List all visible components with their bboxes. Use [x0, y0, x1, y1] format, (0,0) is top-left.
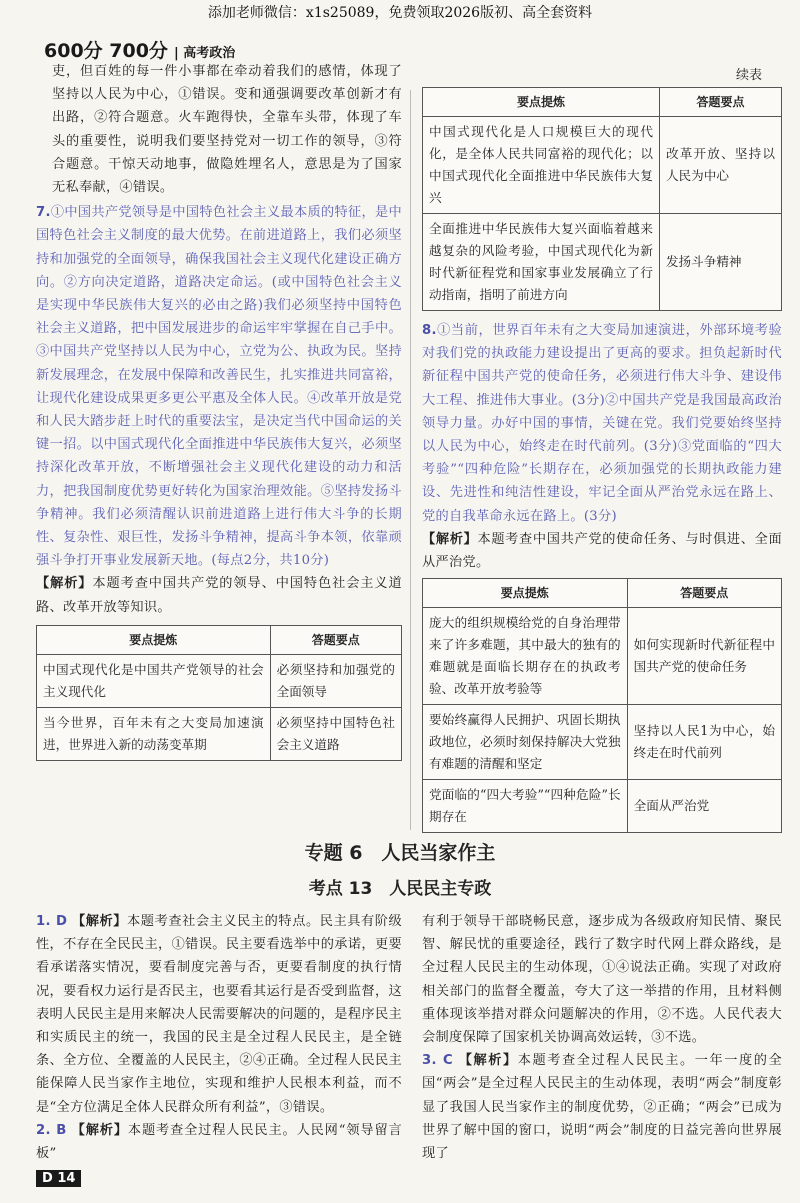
q7-answer [36, 201, 402, 572]
book-brand [44, 36, 235, 63]
table-header: 答题要点 [659, 88, 781, 117]
q8-table [422, 578, 782, 833]
table-header: 要点提炼 [423, 579, 628, 608]
table-header: 答题要点 [270, 625, 401, 654]
table-cell: 中国式现代化是人口规模巨大的现代化，是全体人民共同富裕的现代化；以中国式现代化全面推进中华民族伟大复兴 [423, 117, 660, 214]
q7-table [36, 625, 402, 761]
table-cell: 必须坚持和加强党的全面领导 [270, 654, 401, 707]
table-header-row [37, 625, 402, 654]
q8-analysis [422, 528, 782, 574]
table-cell: 发扬斗争精神 [659, 214, 781, 311]
q3-number: 3. C [422, 1053, 453, 1069]
q7-number: 7. [36, 205, 51, 221]
q8-answer [422, 319, 782, 528]
table-header-row [423, 88, 782, 117]
q2-analysis-tag: 【解析】 [71, 1122, 128, 1138]
watermark-banner: 添加老师微信：x1s25089，免费领取2026版初、高全套资料 [207, 5, 593, 21]
bottom-left-column [36, 910, 402, 1165]
q8-analysis-text: 本题考查中国共产党的使命任务、与时俱进、全面从严治党。 [422, 531, 782, 571]
table-cell: 党面临的“四大考验”“四种危险”长期存在 [423, 780, 628, 833]
table-cell: 改革开放、坚持以人民为中心 [659, 117, 781, 214]
table-row [423, 780, 782, 833]
table-row [423, 214, 782, 311]
table-header: 答题要点 [627, 579, 781, 608]
q6-answer-tail: 吏，但百姓的每一件小事都在牵动着我们的感情，体现了坚持以人民为中心，①错误。变和通强调要改革创新才有出路，②符合题意。火车跑得快，全靠车头带，体现了车头的重要性，说明我们要坚持党对一切工作的领导，③符合题意。干惊天动地事，做隐姓埋名人，意思是为了国家无私奉献，④错误。 [52, 64, 402, 196]
q1-answer [36, 910, 402, 1119]
topic-title: 专题 6 人民当家作主 [304, 842, 496, 864]
q8-analysis-tag: 【解析】 [422, 531, 478, 547]
q7-table-continued [422, 87, 782, 311]
q2-answer [36, 1119, 402, 1165]
table-row [423, 608, 782, 705]
q8-answer-text: ①当前，世界百年未有之大变局加速演进，外部环境考验对我们党的执政能力建设提出了更高的要求。担负起新时代新征程中国共产党的使命任务，必须进行伟大斗争、建设伟大工程、推进伟大事业。(3分)②中国共产党是我国最高政治领导力量。办好中国的事情，关键在党。我们党要始终坚持以人民为中心，始终走在时代前列。(3分)③党面临的“四大考验”“四种危险”长期存在，必须加强党的长期执政能力建设、先进性和纯洁性建设，牢记全面从严治党永远在路上、党的自我革命永远在路上。(3分) [422, 323, 782, 524]
table-header: 要点提炼 [423, 88, 660, 117]
table-cell: 庞大的组织规模给党的自身治理带来了许多难题，其中最大的独有的难题就是面临长期存在的执政考验、改革开放考验等 [423, 608, 628, 705]
page-number: D 14 [36, 1170, 81, 1187]
table-cell: 中国式现代化是中国共产党领导的社会主义现代化 [37, 654, 271, 707]
column-divider [410, 90, 411, 830]
q8-number: 8. [422, 323, 437, 338]
q3-answer [422, 1049, 782, 1165]
table-header: 要点提炼 [37, 625, 271, 654]
q7-analysis [36, 572, 402, 618]
table-header-row [423, 579, 782, 608]
subject-label: | 高考政治 [173, 46, 236, 61]
point-title: 考点 13 人民民主专政 [308, 879, 492, 899]
table-continued-label: 续表 [735, 68, 762, 83]
q2-number: 2. B [36, 1122, 67, 1138]
table-row [423, 705, 782, 780]
table-cell: 当今世界，百年未有之大变局加速演进，世界进入新的动荡变革期 [37, 707, 271, 760]
table-cell: 全面推进中华民族伟大复兴面临着越来越复杂的风险考验，中国式现代化为新时代新征程党和国家事业发展确立了行动指南，指明了前进方向 [423, 214, 660, 311]
bottom-right-column [422, 910, 782, 1165]
q7-analysis-text: 本题考查中国共产党的领导、中国特色社会主义道路、改革开放等知识。 [36, 576, 402, 615]
q1-analysis-text: 本题考查社会主义民主的特点。民主具有阶级性，不存在全民民主，①错误。民主要看选举中的承诺，更要看承诺落实情况，要看制度完善与否，更要看制度的执行情况，要看权力运行是否民主，也要看其运行是否受到监督，这表明人民民主是用来解决人民需要解决的问题的，是程序民主和实质民主的统一，我国的民主是全过程人民民主，是全链条、全方位、全覆盖的人民民主，②④正确。全过程人民民主能保障人民当家作主地位，实现和维护人民根本利益，而不是“全方位满足全体人民群众所有利益”，③错误。 [36, 914, 403, 1115]
table-cell: 如何实现新时代新征程中国共产党的使命任务 [627, 608, 781, 705]
table-cell: 全面从严治党 [627, 780, 781, 833]
table-cell: 要始终赢得人民拥护、巩固长期执政地位，必须时刻保持解决大党独有难题的清醒和坚定 [423, 705, 628, 780]
q3-analysis-text: 本题考查全过程人民民主。一年一度的全国“两会”是全过程人民民主的生动体现，表明“两会”制度彰显了我国人民当家作主的制度优势，②正确；“两会”已成为世界了解中国的窗口，说明“两会”制度的日益完善向世界展现了 [422, 1053, 782, 1162]
brand-logo: 600分 700分 [44, 40, 168, 62]
q7-answer-text: ①中国共产党领导是中国特色社会主义最本质的特征，是中国特色社会主义制度的最大优势。在前进道路上，我们必须坚持和加强党的全面领导，确保我国社会主义现代化建设正确方向。②方向决定道路，道路决定命运。(或中国特色社会主义是实现中华民族伟大复兴的必由之路)我们必须坚持中国特色社会主义道路，把中国发展进步的命运牢牢掌握在自己手中。③中国共产党坚持以人民为中心，立党为公、执政为民。坚持新发展理念，在发展中保障和改善民生，扎实推进共同富裕，让现代化建设成果更多更公平惠及全体人民。④改革开放是党和人民大踏步赶上时代的重要法宝，是决定当代中国命运的关键一招。以中国式现代化全面推进中华民族伟大复兴，必须坚持深化改革开放，不断增强社会主义现代化建设的动力和活力，把我国制度优势更好转化为国家治理效能。⑤坚持发扬斗争精神。我们必须清醒认识前进道路上进行伟大斗争的长期性、复杂性、艰巨性，发扬斗争精神，提高斗争本领，依靠顽强斗争打开事业发展新天地。(每点2分，共10分) [36, 205, 402, 569]
right-column [422, 60, 782, 833]
q2-answer-continued: 有利于领导干部晓畅民意，逐步成为各级政府知民情、聚民智、解民忧的重要途径，践行了数字时代网上群众路线，是全过程人民民主的生动体现，①④说法正确。实现了对政府相关部门的监督全覆盖，夸大了这一举措的作用，且材料侧重体现该举措对群众问题解决的作用，②不选。人民代表大会制度保障了国家机关协调高效运转，③不选。 [422, 914, 782, 1046]
table-cell: 坚持以人民1为中心，始终走在时代前列 [627, 705, 781, 780]
q7-analysis-tag: 【解析】 [36, 576, 93, 592]
q1-analysis-tag: 【解析】 [71, 914, 128, 929]
q1-number: 1. D [36, 914, 68, 929]
table-row [37, 707, 402, 760]
table-row [423, 117, 782, 214]
table-cell: 必须坚持中国特色社会主义道路 [270, 707, 401, 760]
q2-analysis-text: 本题考查全过程人民民主。人民网“领导留言板” [36, 1122, 403, 1162]
left-column [36, 60, 402, 761]
table-row [37, 654, 402, 707]
q3-analysis-tag: 【解析】 [458, 1053, 518, 1069]
